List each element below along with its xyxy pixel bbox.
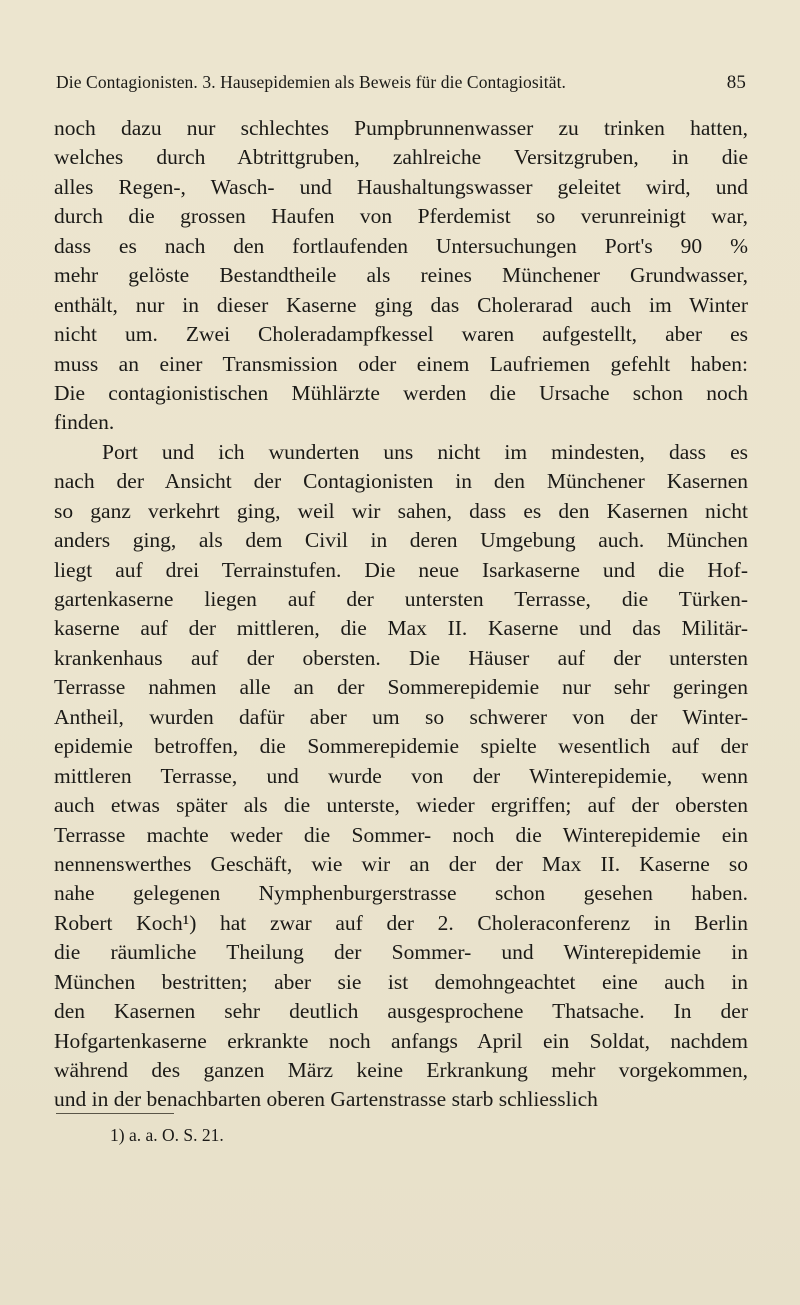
page-number: 85 (726, 72, 746, 93)
text-line: enthält, nur in dieser Kaserne ging das Cholerarad auch im Winter (54, 292, 748, 317)
text-line: mehr gelöste Bestandtheile als reines Münchener Grundwasser, (54, 263, 748, 288)
text-line: Port und ich wunderten uns nicht im mindesten, dass es (102, 439, 748, 464)
text-line: noch dazu nur schlechtes Pumpbrunnenwasser zu trinken hatten, (54, 116, 748, 140)
text-line: während des ganzen März keine Erkrankung mehr vorgekommen, (54, 1058, 748, 1082)
text-line: Die contagionistischen Mühlärzte werden die Ursache schon noch (54, 380, 748, 405)
text-line: nahe gelegenen Nymphenburgerstrasse schon gesehen haben. (54, 881, 748, 906)
text-line: welches durch Abtrittgruben, zahlreiche Versitzgruben, in die (54, 145, 748, 170)
text-line: liegt auf drei Terrainstufen. Die neue Isarkaserne und die Hof- (54, 557, 748, 582)
text-line: Terrasse machte weder die Sommer- noch die Winterepidemie ein (54, 822, 748, 847)
text-line: krankenhaus auf der obersten. Die Häuser auf der untersten (54, 645, 748, 670)
text-line: mittleren Terrasse, und wurde von der Winterepidemie, wenn (54, 763, 748, 788)
running-title: Die Contagionisten. 3. Hausepidemien als Beweis für die Contagiosität. (56, 72, 567, 92)
text-line: nicht um. Zwei Choleradampfkessel waren aufgestellt, aber es (54, 322, 748, 347)
text-line: die räumliche Theilung der Sommer- und Winterepidemie in (54, 940, 748, 965)
text-line: den Kasernen sehr deutlich ausgesprochene Thatsache. In der (54, 999, 748, 1024)
text-line: Hofgartenkaserne erkrankte noch anfangs April ein Soldat, nachdem (54, 1028, 748, 1053)
text-line: Robert Koch¹) hat zwar auf der 2. Choleraconferenz in Berlin (54, 910, 748, 935)
body-text (54, 114, 748, 1115)
text-line: und in der benachbarten oberen Gartenstrasse starb schliesslich (54, 1087, 598, 1112)
text-line: gartenkaserne liegen auf der untersten Terrasse, die Türken- (54, 587, 748, 611)
text-line: dass es nach den fortlaufenden Untersuchungen Port's 90 % (54, 233, 748, 258)
text-line: München bestritten; aber sie ist demohngeachtet eine auch in (54, 969, 748, 994)
text-line: muss an einer Transmission oder einem Laufriemen gefehlt haben: (54, 351, 748, 376)
text-line: kaserne auf der mittleren, die Max II. Kaserne und das Militär- (54, 616, 748, 641)
footnote: 1) a. a. O. S. 21. (110, 1125, 224, 1145)
text-line: auch etwas später als die unterste, wieder ergriffen; auf der obersten (54, 793, 748, 818)
text-line: alles Regen-, Wasch- und Haushaltungswasser geleitet wird, und (54, 174, 748, 199)
text-line: Antheil, wurden dafür aber um so schwerer von der Winter- (54, 704, 748, 729)
text-line: so ganz verkehrt ging, weil wir sahen, dass es den Kasernen nicht (54, 498, 748, 523)
text-line: epidemie betroffen, die Sommerepidemie spielte wesentlich auf der (54, 734, 748, 759)
text-line: Terrasse nahmen alle an der Sommerepidemie nur sehr geringen (54, 675, 748, 700)
page-header (56, 72, 746, 94)
text-line: nennenswerthes Geschäft, wie wir an der der Max II. Kaserne so (54, 851, 748, 876)
footnote-divider (56, 1113, 174, 1114)
text-line: anders ging, als dem Civil in deren Umgebung auch. München (54, 528, 748, 553)
text-line: durch die grossen Haufen von Pferdemist so verunreinigt war, (54, 204, 748, 229)
text-line: nach der Ansicht der Contagionisten in den Münchener Kasernen (54, 469, 748, 494)
text-line: finden. (54, 410, 115, 435)
